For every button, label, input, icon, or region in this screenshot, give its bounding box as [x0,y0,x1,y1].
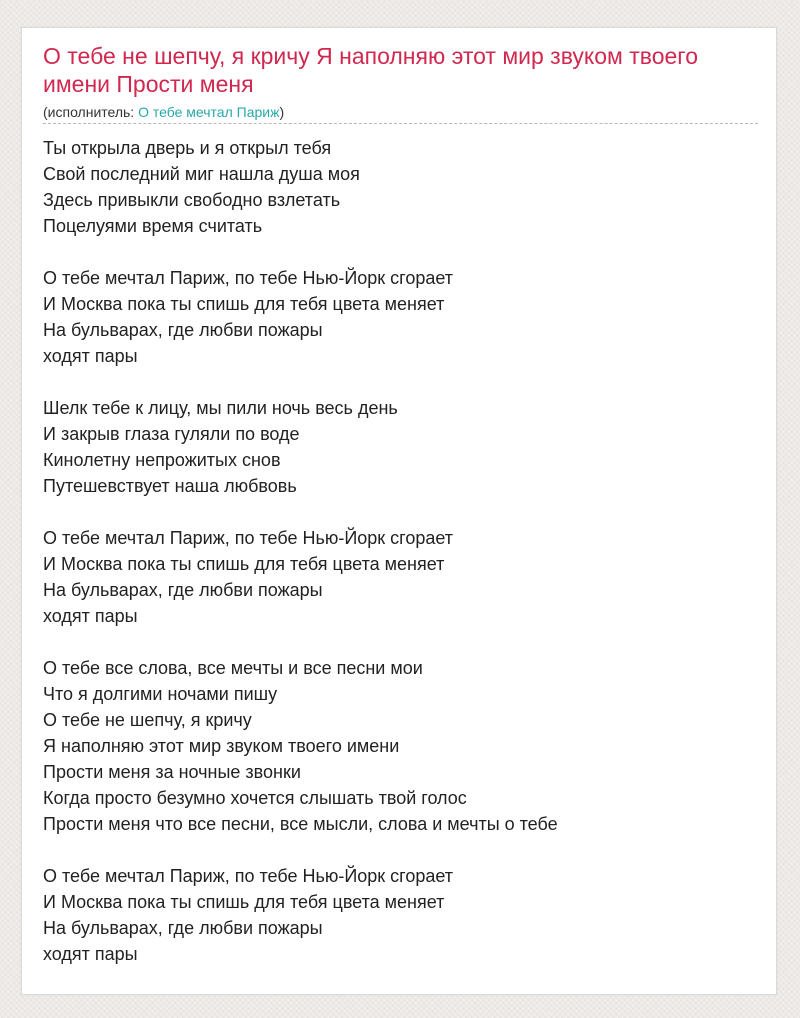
title-divider [43,123,758,124]
lyric-line: Что я долгими ночами пишу [43,684,278,704]
lyric-line: Ты открыла дверь и я открыл тебя [43,138,332,158]
artist-link[interactable]: О тебе мечтал Париж [138,104,280,120]
lyric-line: И Москва пока ты спишь для тебя цвета меняет [43,294,445,314]
lyric-line: И Москва пока ты спишь для тебя цвета меняет [43,554,445,574]
lyric-line: Поцелуями время считать [43,216,263,236]
lyric-line: На бульварах, где любви пожары [43,320,323,340]
lyric-line: Шелк тебе к лицу, мы пили ночь весь день [43,398,398,418]
verse [43,395,758,499]
verse [43,135,758,239]
artist-suffix: ) [279,104,285,120]
lyric-line: Здесь привыкли свободно взлетать [43,190,341,210]
lyric-line: О тебе мечтал Париж, по тебе Нью-Йорк сгорает [43,268,454,288]
lyric-line: О тебе не шепчу, я кричу [43,710,252,730]
lyric-line: Прости меня за ночные звонки [43,762,301,782]
artist-line [43,103,284,121]
lyric-line: На бульварах, где любви пожары [43,918,323,938]
lyric-line: Свой последний миг нашла душа моя [43,164,360,184]
lyric-line: ходят пары [43,606,138,626]
verse [43,655,758,837]
verse [43,863,758,967]
lyric-line: И Москва пока ты спишь для тебя цвета меняет [43,892,445,912]
lyrics-card [21,27,777,995]
song-title: О тебе не шепчу, я кричу Я наполняю этот мир звуком твоего имени Прости меня [43,43,698,97]
verse [43,525,758,629]
lyric-line: ходят пары [43,346,138,366]
lyric-line: Когда просто безумно хочется слышать твой голос [43,788,467,808]
lyric-line: Кинолетну непрожитых снов [43,450,281,470]
lyric-line: Путешевствует наша любвовь [43,476,297,496]
lyric-line: И закрыв глаза гуляли по воде [43,424,300,444]
lyric-line: ходят пары [43,944,138,964]
lyric-line: Я наполняю этот мир звуком твоего имени [43,736,400,756]
lyric-line: Прости меня что все песни, все мысли, слова и мечты о тебе [43,814,558,834]
lyric-line: О тебе мечтал Париж, по тебе Нью-Йорк сгорает [43,528,454,548]
lyric-line: О тебе мечтал Париж, по тебе Нью-Йорк сгорает [43,866,454,886]
lyrics-text [43,135,758,993]
artist-prefix: (исполнитель: [43,104,139,120]
verse [43,265,758,369]
lyric-line: На бульварах, где любви пожары [43,580,323,600]
lyric-line: О тебе все слова, все мечты и все песни мои [43,658,423,678]
